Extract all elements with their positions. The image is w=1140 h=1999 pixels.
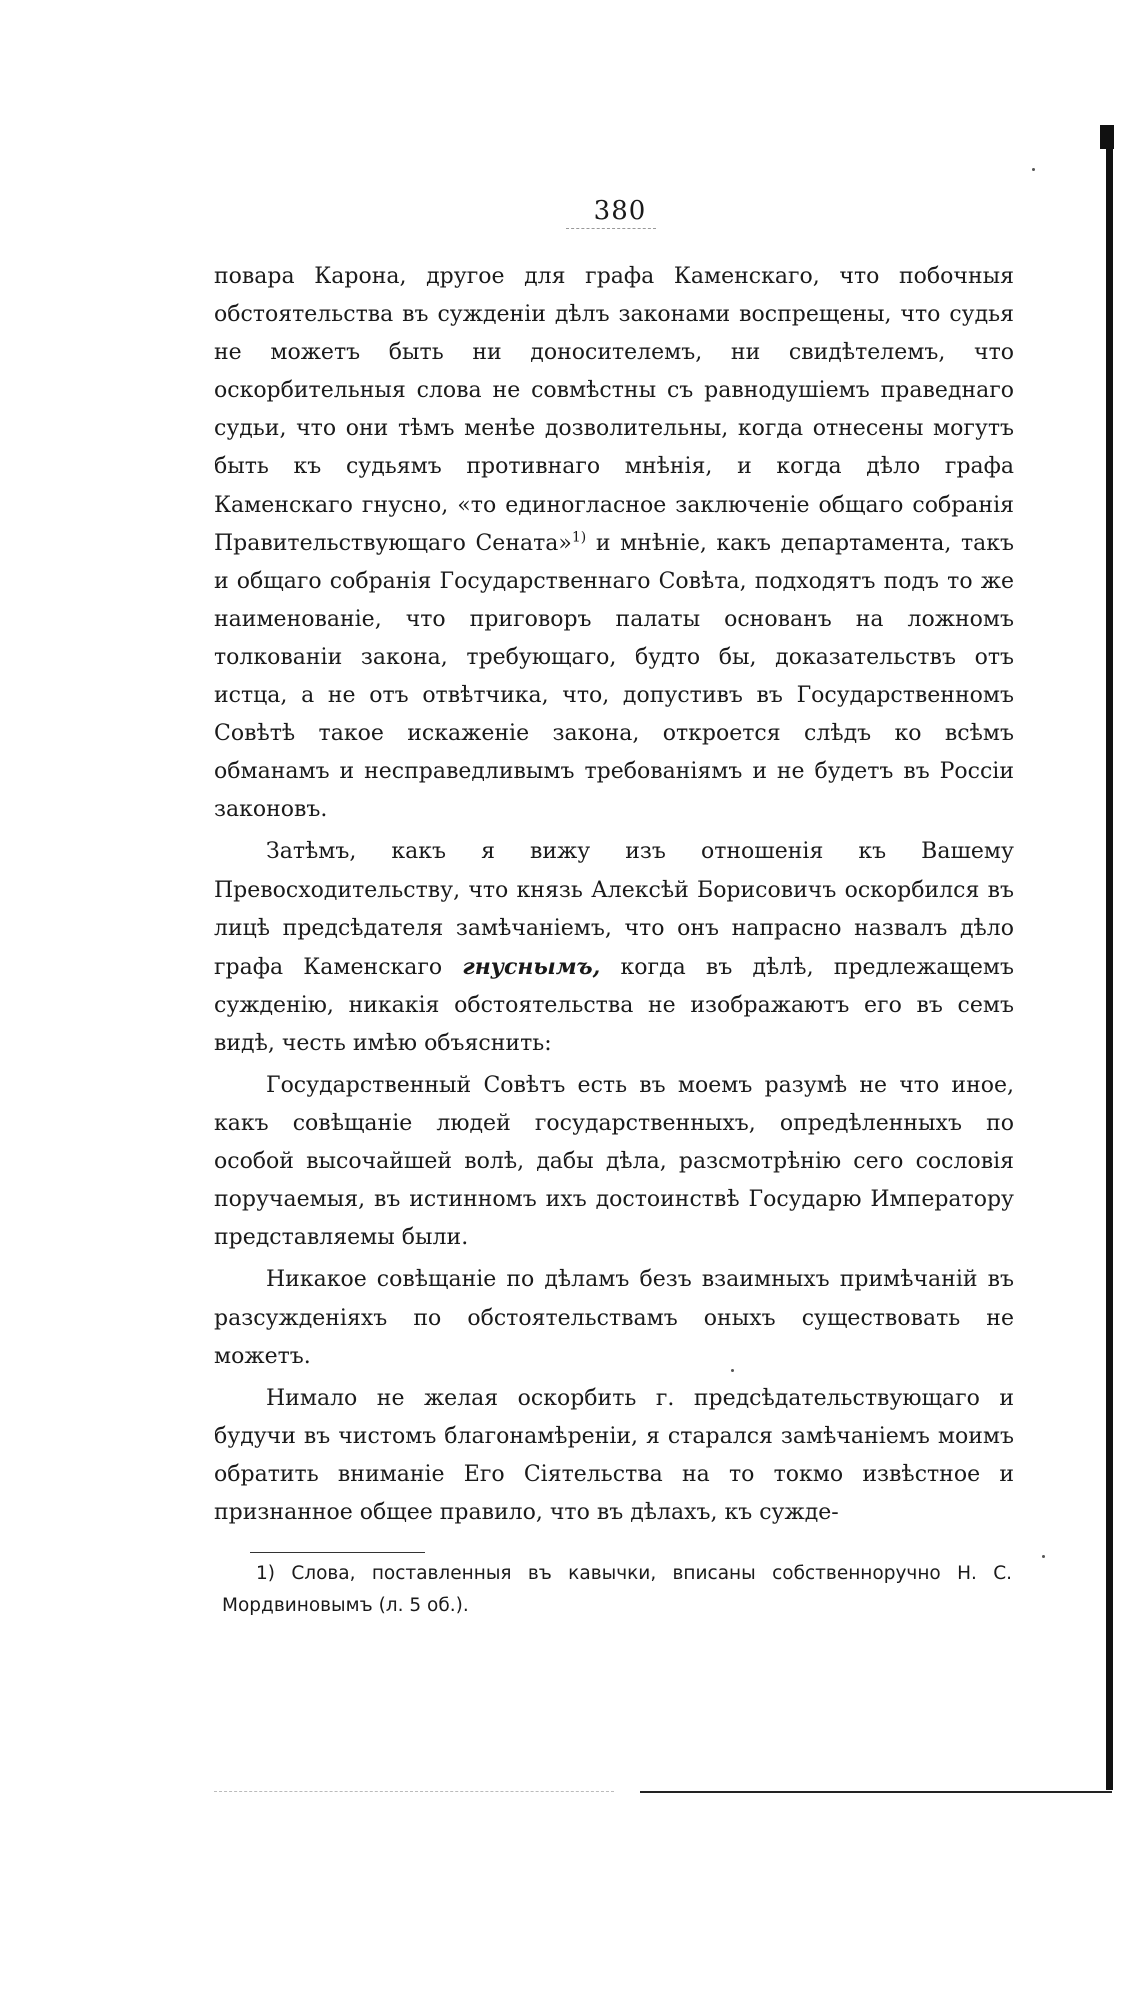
paragraph-3: Государственный Совѣтъ есть въ моемъ разумѣ не что иное, какъ совѣщаніе людей государственныхъ, опредѣленныхъ по особой высочайшей волѣ, дабы дѣла, разсмотрѣнію сего сословія поручаемыя, въ истинномъ ихъ достоинствѣ Государю Императору представляемы были. xyxy=(214,1072,1014,1251)
paragraph-2 xyxy=(214,833,1014,1063)
footnote-text: Слова, поставленныя въ кавычки, вписаны собственноручно Н. С. Мордвиновымъ (л. 5 об.). xyxy=(222,1563,1012,1616)
page-number-rule xyxy=(566,228,656,229)
scan-speck xyxy=(731,1369,734,1372)
paragraph-2-emphasis: гнуснымъ, xyxy=(462,953,601,980)
footnote-marker: 1) xyxy=(256,1563,275,1584)
paragraph-1-text: повара Карона, другое для графа Каменскаго, что побочныя обстоятельства въ сужденіи дѣлъ законами воспрещены, что судья не можетъ быть ни доносителемъ, ни свидѣтелемъ, что оскорбительныя слова не совмѣстны съ равнодушіемъ праведнаго судьи, что они тѣмъ менѣе дозволительны, когда отнесены могутъ быть къ судьямъ противнаго мнѣнія, и когда дѣло графа Каменскаго гнусно, «то единогласное заключеніе общаго собранія Правительствующаго Сената» xyxy=(214,264,1014,556)
scan-edge-bar xyxy=(1106,125,1113,1790)
bottom-rule xyxy=(640,1791,1112,1793)
paragraph-1 xyxy=(214,258,1014,829)
paragraph-2-after: когда въ дѣлѣ, предлежащемъ сужденію, никакія обстоятельства не изображаютъ его въ семъ видѣ, честь имѣю объяснить: xyxy=(214,954,1015,1056)
paragraph-2-before: Затѣмъ, какъ я вижу изъ отношенія къ Вашему Превосходительству, что князь Алексѣй Борисовичъ оскорбился въ лицѣ предсѣдателя замѣчаніемъ, что онъ напрасно назвалъ дѣло графа Каменскаго xyxy=(214,839,1014,980)
footnote xyxy=(222,1558,1012,1622)
page-number: 380 xyxy=(593,196,647,226)
body-text xyxy=(214,258,1014,1532)
bottom-dashed-rule xyxy=(214,1791,614,1792)
paragraph-1-continuation: и мнѣніе, какъ департамента, такъ и общаго собранія Государственнаго Совѣта, подходятъ подъ то же наименованіе, что приговоръ палаты основанъ на ложномъ толкованіи закона, требующаго, будто бы, доказательствъ отъ истца, а не отъ отвѣтчика, что, допустивъ въ Государственномъ Совѣтѣ такое искаженіе закона, откроется слѣдъ ко всѣмъ обманамъ и несправедливымъ требованіямъ и не будетъ въ Россіи законовъ. xyxy=(214,530,1015,823)
scan-speck xyxy=(1042,1555,1045,1558)
paragraph-4: Никакое совѣщаніе по дѣламъ безъ взаимныхъ примѣчаній въ разсужденіяхъ по обстоятельствамъ оныхъ существовать не можетъ. xyxy=(214,1267,1014,1369)
footnote-reference[interactable]: 1) xyxy=(571,529,587,546)
scan-speck xyxy=(1032,168,1035,171)
paragraph-5: Нимало не желая оскорбить г. предсѣдательствующаго и будучи въ чистомъ благонамѣреніи, я старался замѣчаніемъ моимъ обратить вниманіе Его Сіятельства на то токмо извѣстное и признанное общее правило, что въ дѣлахъ, къ сужде- xyxy=(214,1385,1014,1525)
footnote-rule xyxy=(250,1552,425,1553)
